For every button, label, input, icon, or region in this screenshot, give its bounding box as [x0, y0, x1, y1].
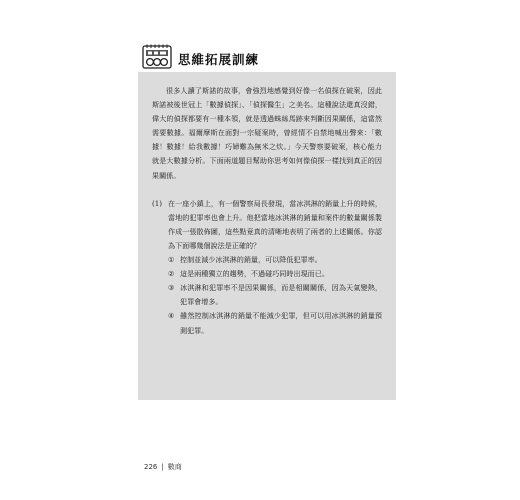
page-number: 226 — [144, 463, 158, 471]
option-text: 冰淇淋和犯罪率不是因果關係，而是相關關係，因為天氣變熱，犯罪會增多。 — [180, 283, 382, 307]
section-title: 思維拓展訓練 — [178, 52, 260, 67]
option-marker: ③ — [168, 283, 175, 293]
option-2 — [152, 267, 382, 281]
option-marker: ④ — [168, 311, 175, 321]
exercise-box — [138, 72, 396, 400]
option-marker: ② — [168, 269, 175, 279]
option-marker: ① — [168, 255, 175, 265]
footer-separator: | — [161, 463, 164, 471]
option-3 — [152, 281, 382, 309]
page-footer — [144, 462, 182, 472]
option-4 — [152, 309, 382, 337]
option-1 — [152, 253, 382, 267]
question-text: 在一座小鎮上，有一個警察局長發現，當冰淇淋的銷量上升的時候，當地的犯罪率也會上升。他把當地冰淇淋的銷量和案件的數量關係製作成一張散佈圖，這些點竟真的清晰地表明了兩者的上述關係。你認為下面哪幾個說法是正確的？ — [168, 198, 382, 250]
book-title: 數商 — [167, 463, 182, 471]
notebook-brain-icon — [142, 44, 172, 70]
section-header — [142, 44, 402, 70]
answer-options — [152, 253, 382, 338]
question-paragraph — [152, 197, 382, 253]
option-text: 控制並減少冰淇淋的銷量，可以降低犯罪率。 — [180, 255, 322, 265]
question-number: (1) — [152, 198, 163, 208]
option-text: 雖然控制冰淇淋的銷量不能減少犯罪，但可以用冰淇淋的銷量預測犯罪。 — [180, 311, 382, 335]
intro-paragraph: 很多人讀了斯諾的故事，會強烈地感覺到好像一名偵探在破案，因此斯諾被後世冠上「數據偵探」、「偵探醫生」之美名。這種說法還真沒錯，偉大的偵探都要有一種本領，就是透過蛛絲馬跡來判斷因果關係，這當然需要數據。福爾摩斯在面對一宗疑案時，曾經情不自禁地喊出聲來：「數據！數據！給我數據！巧婦難為無米之炊。」今天警察要破案，核心能力就是大數據分析。下面兩道題目幫助你思考如何像偵探一樣找到真正的因果關係。 — [152, 86, 382, 180]
option-text: 這是兩種獨立的趨勢，不過碰巧同時出現而已。 — [180, 269, 329, 279]
